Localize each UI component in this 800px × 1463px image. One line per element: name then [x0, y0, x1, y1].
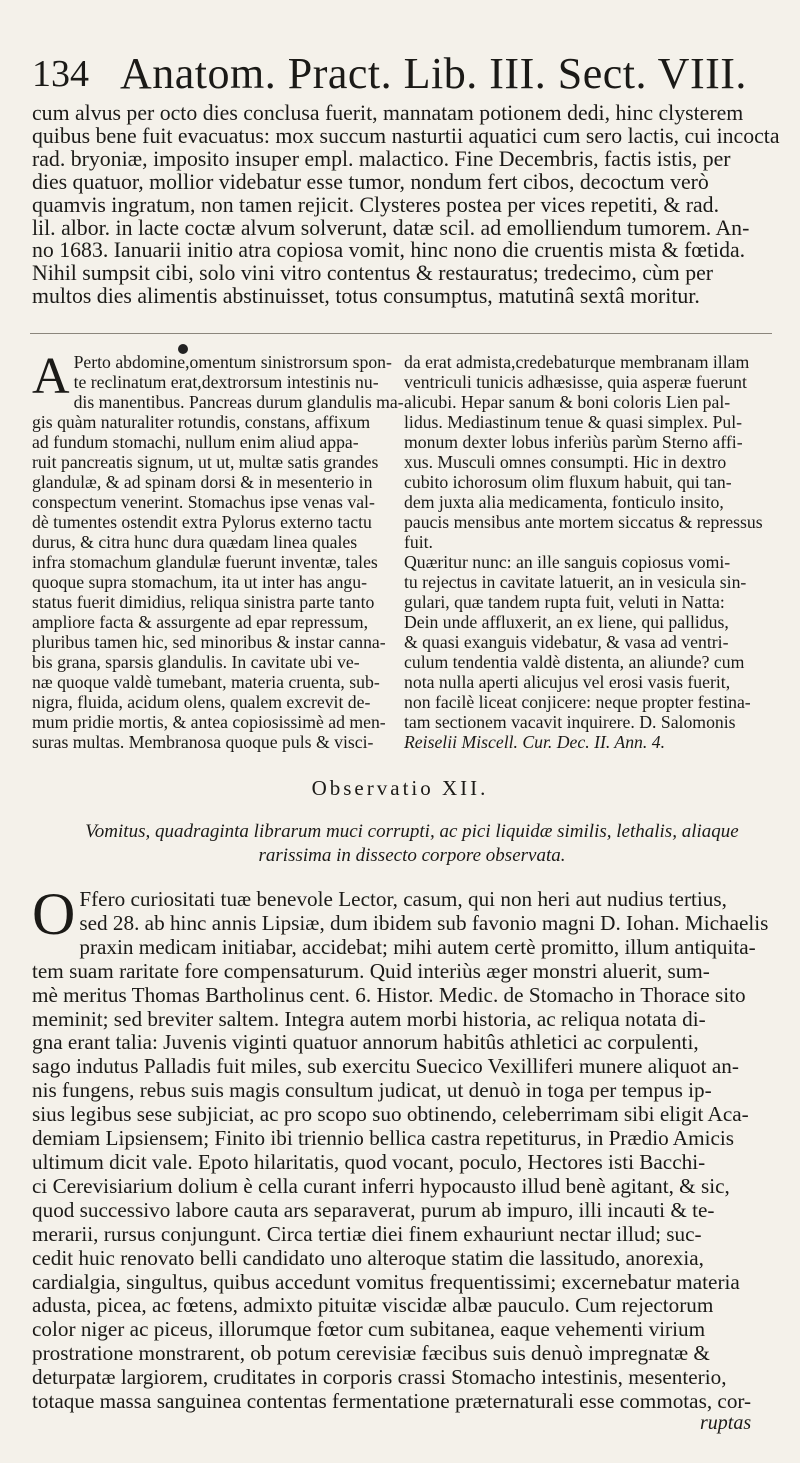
text-line: dè tumentes ostendit extra Pylorus externo tactu	[32, 512, 372, 532]
text-line: sed 28. ab hinc annis Lipsiæ, dum ibidem sub favonio magni D. Iohan. Michaelis	[79, 910, 769, 935]
text-line: gna erant talia: Juvenis viginti quatuor annorum habitûs athletici ac corpulenti,	[32, 1030, 699, 1055]
text-line: dem juxta alia medicamenta, fonticulo insito,	[404, 492, 724, 512]
catchword: ruptas	[700, 1412, 752, 1434]
text-line: multos dies alimentis abstinuisset, totus consumptus, matutinâ sextâ moritur.	[32, 284, 700, 309]
section-divider	[30, 333, 772, 334]
text-line: deturpatæ largiorem, cruditates in corporis crassi Stomacho intestinis, mesenterio,	[32, 1365, 727, 1390]
drop-cap: O	[32, 881, 76, 947]
text-line: suras multas. Membranosa quoque puls & visci-	[32, 732, 374, 752]
text-line: pluribus tamen hic, sed minoribus & instar canna-	[32, 632, 386, 652]
text-line: cubito ichorosum olim fluxum habuit, qui tan-	[404, 472, 732, 492]
text-line: ultimum dicit vale. Epoto hilaritatis, quod vocant, poculo, Hectores isti Bacchi-	[32, 1149, 706, 1174]
text-line: quibus bene fuit evacuatus: mox succum nasturtii aquatici cum sero lactis, cui incocta	[32, 123, 780, 148]
text-line: te reclinatum erat,dextrorsum intestinis nu-	[73, 372, 379, 392]
text-line: lidus. Mediastinum tenue & quasi simplex. Pul-	[404, 412, 743, 432]
text-line: lil. albor. in lacte coctæ alvum solverunt, datæ scil. ad emolliendum tumorem. An-	[32, 215, 750, 240]
observation-title: Observatio XII.	[311, 776, 489, 800]
text-line: Nihil sumpsit cibi, solo vini vitro contentus & restauratus; tredecimo, cùm per	[32, 261, 714, 286]
text-line: Perto abdomine,omentum sinistrorsum spon-	[73, 352, 392, 372]
text-line: da erat admista,credebaturque membranam illam	[404, 352, 750, 372]
text-line: gulari, quæ tandem rupta fuit, veluti in Natta:	[404, 592, 725, 612]
drop-cap: A	[32, 348, 70, 405]
text-line: mum pridie mortis, & antea copiosissimè ad men-	[32, 712, 386, 732]
text-line: ampliore facta & assurgente ad epar repressum,	[32, 612, 369, 632]
text-line: Quæritur nunc: an ille sanguis copiosus vomi-	[404, 552, 731, 572]
text-line: durus, & citra hunc dura quædam linea quales	[32, 532, 358, 552]
text-line: prostratione monstrarent, ob potum cerevisiæ fæcibus suis denuò impregnatæ &	[32, 1341, 710, 1366]
text-line: status fuerit dimidius, reliqua sinistra parte tanto	[32, 592, 375, 612]
text-line: bis grana, sparsis glandulis. In cavitate ubi ve-	[32, 652, 360, 672]
text-line: næ quoque valdè tumebant, materia cruenta, sub-	[32, 672, 380, 692]
subtitle-line: rarissima in dissecto corpore observata.	[258, 845, 566, 866]
text-line: quod successivo labore cauta ars separaverat, purum ab impuro, illi incauti & te-	[32, 1197, 715, 1222]
text-line: gis quàm naturaliter rotundis, constans, affixum	[32, 412, 371, 432]
text-line: Ffero curiositati tuæ benevole Lector, casum, qui non heri aut nudius tertius,	[79, 887, 727, 911]
text-line: fuit.	[404, 532, 433, 552]
text-line: ci Cerevisiarium dolium è cella curant inferri hypocausto illud benè agitant, & sic,	[32, 1173, 730, 1198]
text-line: demiam Lipsiensem; Finito ibi triennio bellica castra repetiturus, in Prædio Amicis	[32, 1126, 735, 1151]
text-line: paucis mensibus ante mortem siccatus & repressus	[404, 512, 763, 532]
text-line: Dein unde affluxerit, an ex liene, qui pallidus,	[404, 612, 729, 632]
text-line: sius legibus sese subjiciat, ac pro scopo suo obtinendo, celeberrimam sibi eligit Aca-	[32, 1102, 749, 1127]
intro-paragraph	[32, 101, 780, 309]
text-line: merarii, rursus conjungunt. Circa tertiæ diei finem exhauriunt nectar illud; suc-	[32, 1221, 702, 1246]
text-line: glandulæ, & ad spinam dorsi & in mesenterio in	[32, 472, 373, 492]
text-line: culum tendentia valdè distenta, an aliunde? cum	[404, 652, 745, 672]
running-head: Anatom. Pract. Lib. III. Sect. VIII.	[120, 49, 747, 98]
subtitle-line: Vomitus, quadraginta librarum muci corrupti, ac pici liquidæ similis, lethalis, aliaque	[85, 821, 739, 842]
text-line: nigra, fluida, acidum olens, qualem excrevit de-	[32, 692, 371, 712]
right-column	[404, 352, 768, 752]
text-line: tem suam raritate fore compensaturum. Quid interiùs æger monstri aluerit, sum-	[32, 958, 710, 983]
text-line: conspectum venerint. Stomachus ipse venas val-	[32, 492, 375, 512]
text-line: Reiselii Miscell. Cur. Dec. II. Ann. 4.	[404, 732, 666, 752]
page-number: 134	[32, 53, 89, 95]
text-line: nota nulla aperti alicujus vel erosi vasis fuerit,	[404, 672, 731, 692]
text-line: cum alvus per octo dies conclusa fuerit, mannatam potionem dedi, hinc clysterem	[32, 101, 744, 125]
text-line: mè meritus Thomas Bartholinus cent. 6. Histor. Medic. de Stomacho in Thorace sito	[32, 982, 746, 1007]
text-line: cardialgia, singultus, quibus accedunt vomitus frequentissimi; excernebatur materia	[32, 1269, 740, 1294]
text-line: monum dexter lobus inferiùs parùm Sterno affi-	[404, 432, 743, 452]
text-line: & quasi exanguis videbatur, & vasa ad ventri-	[404, 632, 729, 652]
page-header	[32, 48, 772, 104]
observation-subtitle	[62, 820, 762, 868]
left-column	[32, 348, 404, 752]
text-line: dies quatuor, mollior videbatur esse tumor, nondum fert cibos, decoctum verò	[32, 169, 709, 194]
text-line: infra stomachum glandulæ fuerunt inventæ, tales	[32, 552, 378, 572]
text-line: dis manentibus. Pancreas durum glandulis ma-	[73, 392, 404, 412]
text-line: quoque supra stomachum, ita ut inter has angu-	[32, 572, 368, 592]
text-line: adusta, picea, ac fœtens, admixto pituitæ viscidæ albæ pauculo. Cum rejectorum	[32, 1293, 714, 1318]
text-line: xus. Musculi omnes consumpti. Hic in dextro	[404, 452, 727, 472]
body-paragraph	[32, 881, 772, 1414]
text-line: nis fungens, rebus suis magis consultum judicat, ut denuò in toga per tempus ip-	[32, 1078, 712, 1103]
text-line: non facilè liceat conjicere: neque propter festina-	[404, 692, 751, 712]
text-line: meminit; sed breviter saltem. Integra autem morbi historia, ac reliqua notata di-	[32, 1006, 706, 1031]
text-line: praxin medicam initiabar, accidebat; mihi autem certè promitto, illum antiquita-	[79, 934, 756, 959]
text-line: cedit huic renovato belli candidato uno alteroque statim die lassitudo, anorexia,	[32, 1245, 704, 1270]
text-line: alicubi. Hepar sanum & boni coloris Lien pal-	[404, 392, 731, 412]
text-line: rad. bryoniæ, imposito insuper empl. malactico. Fine Decembris, factis istis, per	[32, 146, 731, 171]
text-line: ruit pancreatis signum, ut ut, multæ satis grandes	[32, 452, 379, 472]
text-line: color niger ac piceus, illorumque fœtor cum subitanea, eaque vehementi virium	[32, 1317, 706, 1342]
text-line: quamvis ingratum, non tamen rejicit. Clysteres postea per vices repetiti, & rad.	[32, 192, 720, 217]
text-line: sago indutus Palladis fuit miles, sub exercitu Suecico Vexilliferi munere aliquot an-	[32, 1054, 739, 1079]
text-line: tam sectionem vacavit inquirere. D. Salomonis	[404, 712, 736, 732]
text-line: totaque massa sanguinea contentas fermentatione præternaturali esse commotas, cor-	[32, 1389, 752, 1414]
text-line: ad fundum stomachi, nullum enim aliud appa-	[32, 432, 359, 452]
text-line: tu rejectus in cavitate latuerit, an in vesicula sin-	[404, 572, 747, 592]
text-line: no 1683. Ianuarii initio atra copiosa vomit, hinc nono die cruentis mista & fœtida.	[32, 238, 746, 263]
text-line: ventriculi tunicis adhæsisse, quia asperæ fuerunt	[404, 372, 747, 392]
